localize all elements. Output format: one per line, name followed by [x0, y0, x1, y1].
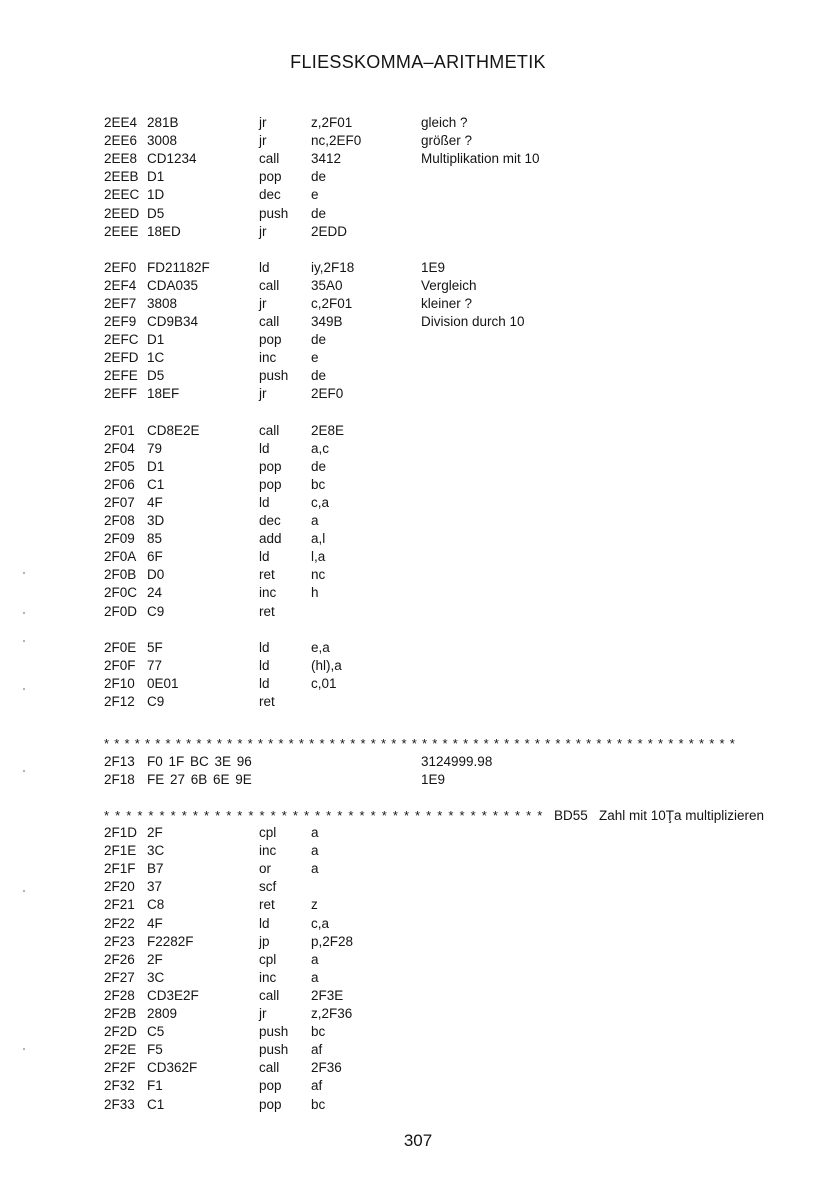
mnemonic: pop	[259, 1096, 282, 1112]
opcode-bytes: 2F	[147, 951, 163, 967]
operand: l,a	[311, 549, 326, 565]
opcode-bytes: FD21182F	[147, 259, 210, 275]
address: 2EE6	[104, 133, 138, 149]
mnemonic: pop	[259, 332, 282, 348]
operand: 2EDD	[311, 223, 348, 239]
address: 2F32	[104, 1078, 135, 1094]
operand: de	[311, 458, 327, 474]
address: 2EF7	[104, 295, 137, 311]
operand: af	[311, 1078, 323, 1094]
mnemonic: jr	[259, 115, 267, 130]
scan-speck	[23, 688, 25, 690]
opcode-bytes: 3D	[147, 513, 165, 528]
mnemonic: jp	[259, 933, 270, 949]
address: 2EFC	[104, 332, 139, 348]
opcode-bytes: D5	[147, 368, 165, 384]
mnemonic: dec	[259, 187, 281, 203]
address: 2F0A	[104, 549, 137, 565]
address: 2F33	[104, 1096, 135, 1112]
opcode-bytes: C1	[147, 476, 165, 492]
operand: (hl),a	[311, 657, 342, 673]
address: 2F12	[104, 693, 135, 709]
opcode-bytes: 3C	[147, 843, 165, 859]
opcode-bytes: 79	[147, 440, 163, 456]
operand: 349B	[311, 314, 343, 329]
opcode-bytes: B7	[147, 861, 164, 877]
opcode-bytes: CD3E2F	[147, 987, 199, 1003]
opcode-bytes: 85	[147, 531, 163, 547]
address: 2F2E	[104, 1042, 137, 1058]
mnemonic: ret	[259, 693, 275, 709]
mnemonic: ld	[259, 657, 270, 673]
operand: nc,2EF0	[311, 133, 362, 149]
opcode-bytes: 24	[147, 585, 163, 601]
data-bytes: FE 27 6B 6E 9E	[147, 772, 252, 788]
mnemonic: ld	[259, 440, 270, 456]
page-number: 307	[403, 1131, 433, 1150]
mnemonic: jr	[259, 1006, 267, 1021]
address: 2F18	[104, 772, 135, 788]
mnemonic: jr	[259, 295, 267, 311]
address: 2EFE	[104, 368, 138, 384]
comment: gleich ?	[421, 115, 468, 130]
mnemonic: ld	[259, 494, 270, 510]
address: 2F23	[104, 933, 135, 949]
address: 2F04	[104, 440, 135, 456]
address: 2F13	[104, 754, 135, 769]
scan-speck	[23, 770, 25, 772]
mnemonic: inc	[259, 969, 277, 985]
operand: de	[311, 332, 327, 348]
operand: z,2F36	[311, 1006, 353, 1021]
comment: Division durch 10	[421, 314, 525, 329]
address: 2EEC	[104, 187, 140, 203]
operand: c,01	[311, 675, 337, 691]
mnemonic: scf	[259, 879, 277, 895]
mnemonic: ld	[259, 639, 270, 655]
address: 2F28	[104, 987, 135, 1003]
opcode-bytes: 2F	[147, 825, 163, 840]
operand: z,2F01	[311, 115, 353, 130]
mnemonic: inc	[259, 843, 277, 859]
mnemonic: ld	[259, 675, 270, 691]
operand: a	[311, 825, 319, 840]
operand: a,c	[311, 440, 330, 456]
opcode-bytes: C1	[147, 1096, 165, 1112]
page-title: FLIESSKOMMA–ARITHMETIK	[290, 52, 546, 72]
operand: bc	[311, 1096, 326, 1112]
mnemonic: inc	[259, 585, 277, 601]
opcode-bytes: 37	[147, 879, 163, 895]
mnemonic: ret	[259, 567, 275, 583]
operand: e,a	[311, 639, 330, 655]
opcode-bytes: D1	[147, 458, 165, 474]
address: 2F0B	[104, 567, 137, 583]
address: 2EE8	[104, 151, 138, 167]
address: 2EE4	[104, 115, 138, 130]
address: 2F2B	[104, 1006, 137, 1021]
address: 2F0D	[104, 603, 138, 619]
data-value: 1E9	[421, 772, 446, 788]
mnemonic: call	[259, 422, 280, 438]
mnemonic: ret	[259, 897, 275, 913]
operand: 3412	[311, 151, 342, 167]
data-value: 3124999.98	[421, 754, 493, 769]
address: 2F27	[104, 969, 135, 985]
opcode-bytes: F1	[147, 1078, 163, 1094]
address: 2EFF	[104, 386, 138, 402]
opcode-bytes: 281B	[147, 115, 179, 130]
mnemonic: pop	[259, 458, 282, 474]
scan-speck	[23, 890, 25, 892]
opcode-bytes: C9	[147, 603, 165, 619]
opcode-bytes: F5	[147, 1042, 163, 1058]
comment: kleiner ?	[421, 295, 473, 311]
opcode-bytes: 18ED	[147, 223, 181, 239]
address: 2EF4	[104, 277, 137, 293]
mnemonic: pop	[259, 476, 282, 492]
address: 2F22	[104, 915, 135, 931]
address: 2F07	[104, 494, 135, 510]
address: 2EFD	[104, 350, 139, 366]
address: 2F06	[104, 476, 135, 492]
opcode-bytes: D0	[147, 567, 165, 583]
routine-address-label: BD55	[554, 808, 588, 823]
mnemonic: add	[259, 531, 282, 547]
scan-speck	[23, 1048, 25, 1050]
operand: bc	[311, 476, 326, 492]
address: 2F1F	[104, 861, 136, 877]
mnemonic: or	[259, 861, 272, 877]
operand: h	[311, 585, 319, 601]
operand: a	[311, 513, 319, 528]
address: 2EEE	[104, 223, 139, 239]
opcode-bytes: CDA035	[147, 277, 199, 293]
mnemonic: push	[259, 1042, 289, 1058]
opcode-bytes: 6F	[147, 549, 163, 565]
operand: z	[311, 897, 318, 913]
data-bytes: F0 1F BC 3E 96	[147, 754, 252, 769]
operand: a	[311, 951, 319, 967]
comment: größer ?	[421, 133, 473, 149]
opcode-bytes: 1D	[147, 187, 165, 203]
mnemonic: jr	[259, 133, 267, 149]
mnemonic: call	[259, 1060, 280, 1076]
address: 2F2D	[104, 1024, 138, 1040]
opcode-bytes: 2809	[147, 1006, 178, 1021]
opcode-bytes: 4F	[147, 915, 163, 931]
address: 2F01	[104, 422, 135, 438]
scan-speck	[23, 612, 25, 614]
address: 2F05	[104, 458, 135, 474]
operand: e	[311, 187, 319, 203]
address: 2F08	[104, 513, 135, 528]
mnemonic: ld	[259, 549, 270, 565]
mnemonic: call	[259, 987, 280, 1003]
mnemonic: push	[259, 368, 289, 384]
mnemonic: ret	[259, 603, 275, 619]
address: 2EF0	[104, 259, 137, 275]
comment: Multiplikation mit 10	[421, 151, 540, 167]
operand: 2EF0	[311, 386, 344, 402]
address: 2F21	[104, 897, 135, 913]
operand: de	[311, 205, 327, 221]
opcode-bytes: C9	[147, 693, 165, 709]
address: 2F0E	[104, 639, 137, 655]
mnemonic: jr	[259, 386, 267, 402]
address: 2EED	[104, 205, 140, 221]
operand: bc	[311, 1024, 326, 1040]
address: 2F0F	[104, 657, 136, 673]
operand: 2F36	[311, 1060, 342, 1076]
opcode-bytes: 4F	[147, 494, 163, 510]
mnemonic: call	[259, 314, 280, 329]
opcode-bytes: D1	[147, 169, 165, 185]
operand: a,l	[311, 531, 326, 547]
operand: a	[311, 861, 319, 877]
opcode-bytes: C8	[147, 897, 165, 913]
mnemonic: call	[259, 277, 280, 293]
opcode-bytes: CD8E2E	[147, 422, 200, 438]
scan-speck	[23, 640, 25, 642]
opcode-bytes: CD9B34	[147, 314, 199, 329]
mnemonic: ld	[259, 259, 270, 275]
opcode-bytes: 3008	[147, 133, 178, 149]
operand: c,2F01	[311, 295, 353, 311]
opcode-bytes: 3C	[147, 969, 165, 985]
opcode-bytes: C5	[147, 1024, 165, 1040]
opcode-bytes: D5	[147, 205, 165, 221]
mnemonic: pop	[259, 1078, 282, 1094]
opcode-bytes: CD362F	[147, 1060, 198, 1076]
opcode-bytes: 5F	[147, 639, 163, 655]
operand: 35A0	[311, 277, 343, 293]
mnemonic: push	[259, 205, 289, 221]
mnemonic: jr	[259, 223, 267, 239]
operand: a	[311, 969, 319, 985]
mnemonic: call	[259, 151, 280, 167]
operand: e	[311, 350, 319, 366]
operand: iy,2F18	[311, 259, 355, 275]
address: 2F0C	[104, 585, 138, 601]
operand: de	[311, 169, 327, 185]
address: 2F26	[104, 951, 135, 967]
operand: af	[311, 1042, 323, 1058]
opcode-bytes: 77	[147, 657, 163, 673]
operand: 2E8E	[311, 422, 345, 438]
operand: nc	[311, 567, 326, 583]
opcode-bytes: D1	[147, 332, 165, 348]
mnemonic: ld	[259, 915, 270, 931]
routine-description: Zahl mit 10Ţa multiplizieren	[599, 808, 765, 823]
address: 2F20	[104, 879, 135, 895]
opcode-bytes: 0E01	[147, 675, 179, 691]
mnemonic: dec	[259, 513, 281, 528]
address: 2F1D	[104, 825, 138, 840]
mnemonic: inc	[259, 350, 277, 366]
operand: c,a	[311, 494, 330, 510]
mnemonic: push	[259, 1024, 289, 1040]
mnemonic: cpl	[259, 825, 277, 840]
address: 2F1E	[104, 843, 137, 859]
mnemonic: cpl	[259, 951, 277, 967]
operand: a	[311, 843, 319, 859]
opcode-bytes: F2282F	[147, 933, 194, 949]
separator-line: **************************************************************	[104, 736, 741, 751]
address: 2F09	[104, 531, 135, 547]
opcode-bytes: CD1234	[147, 151, 197, 167]
comment: 1E9	[421, 259, 446, 275]
comment: Vergleich	[421, 277, 477, 293]
operand: c,a	[311, 915, 330, 931]
mnemonic: pop	[259, 169, 282, 185]
address: 2F10	[104, 675, 135, 691]
operand: p,2F28	[311, 933, 354, 949]
scan-speck	[23, 572, 25, 574]
address: 2F2F	[104, 1060, 136, 1076]
operand: 2F3E	[311, 987, 344, 1003]
address: 2EF9	[104, 314, 137, 329]
opcode-bytes: 1C	[147, 350, 165, 366]
address: 2EEB	[104, 169, 139, 185]
opcode-bytes: 3808	[147, 295, 178, 311]
operand: de	[311, 368, 327, 384]
separator-line: ****************************************	[104, 808, 549, 823]
opcode-bytes: 18EF	[147, 386, 180, 402]
